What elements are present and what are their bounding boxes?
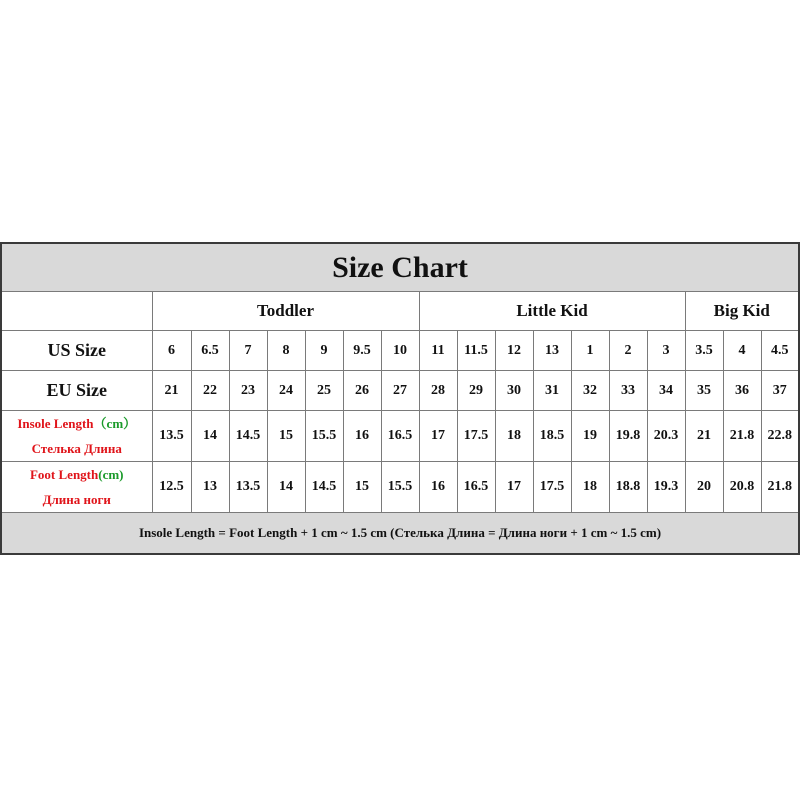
us-size-label: US Size (1, 331, 152, 371)
us-size-cell: 8 (267, 331, 305, 371)
insole-length-cell: 14.5 (229, 411, 267, 462)
eu-size-cell: 31 (533, 371, 571, 411)
us-size-cell: 4.5 (761, 331, 799, 371)
eu-size-label: EU Size (1, 371, 152, 411)
us-size-cell: 9.5 (343, 331, 381, 371)
us-size-cell: 4 (723, 331, 761, 371)
foot-label-en: Foot Length (29, 467, 99, 482)
foot-length-cell: 19.3 (647, 462, 685, 513)
size-formula-note: Insole Length = Foot Length + 1 cm ~ 1.5 cm (Стелька Длина = Длина ноги + 1 cm ~ 1.5 cm) (1, 513, 799, 555)
foot-length-cell: 15.5 (381, 462, 419, 513)
insole-length-cell: 18 (495, 411, 533, 462)
eu-size-cell: 21 (152, 371, 191, 411)
us-size-cell: 3 (647, 331, 685, 371)
insole-length-row (1, 411, 799, 462)
insole-length-cell: 21 (685, 411, 723, 462)
eu-size-cell: 25 (305, 371, 343, 411)
foot-length-cell: 21.8 (761, 462, 799, 513)
insole-length-cell: 20.3 (647, 411, 685, 462)
insole-length-cell: 21.8 (723, 411, 761, 462)
insole-length-cell: 19 (571, 411, 609, 462)
eu-size-cell: 35 (685, 371, 723, 411)
foot-length-cell: 13 (191, 462, 229, 513)
us-size-cell: 1 (571, 331, 609, 371)
foot-label-ru: Длина ноги (42, 492, 111, 507)
eu-size-cell: 28 (419, 371, 457, 411)
group-header-little-kid: Little Kid (419, 292, 685, 331)
insole-length-cell: 15.5 (305, 411, 343, 462)
insole-length-cell: 16.5 (381, 411, 419, 462)
size-chart-table (0, 242, 800, 555)
group-header-big-kid: Big Kid (685, 292, 799, 331)
us-size-cell: 7 (229, 331, 267, 371)
us-size-cell: 2 (609, 331, 647, 371)
insole-length-cell: 14 (191, 411, 229, 462)
foot-length-cell: 15 (343, 462, 381, 513)
eu-size-cell: 27 (381, 371, 419, 411)
group-corner-cell (1, 292, 152, 331)
insole-length-cell: 16 (343, 411, 381, 462)
eu-size-cell: 32 (571, 371, 609, 411)
eu-size-cell: 36 (723, 371, 761, 411)
foot-length-cell: 12.5 (152, 462, 191, 513)
us-size-cell: 10 (381, 331, 419, 371)
foot-length-label (1, 462, 152, 513)
insole-length-cell: 19.8 (609, 411, 647, 462)
foot-length-cell: 20.8 (723, 462, 761, 513)
eu-size-cell: 37 (761, 371, 799, 411)
insole-label-unit: （cm） (93, 416, 137, 431)
insole-label-en: Insole Length (17, 416, 94, 431)
us-size-cell: 12 (495, 331, 533, 371)
foot-length-cell: 14.5 (305, 462, 343, 513)
eu-size-cell: 23 (229, 371, 267, 411)
insole-length-cell: 18.5 (533, 411, 571, 462)
us-size-cell: 3.5 (685, 331, 723, 371)
us-size-cell: 11 (419, 331, 457, 371)
size-chart-container (0, 242, 800, 558)
eu-size-cell: 24 (267, 371, 305, 411)
us-size-cell: 11.5 (457, 331, 495, 371)
eu-size-cell: 22 (191, 371, 229, 411)
eu-size-cell: 34 (647, 371, 685, 411)
foot-length-cell: 17 (495, 462, 533, 513)
foot-label-unit: (cm) (98, 467, 124, 482)
insole-length-cell: 13.5 (152, 411, 191, 462)
foot-length-cell: 16.5 (457, 462, 495, 513)
us-size-cell: 9 (305, 331, 343, 371)
us-size-row (1, 331, 799, 371)
foot-length-cell: 20 (685, 462, 723, 513)
insole-length-label (1, 411, 152, 462)
eu-size-row (1, 371, 799, 411)
eu-size-cell: 26 (343, 371, 381, 411)
us-size-cell: 13 (533, 331, 571, 371)
foot-length-cell: 13.5 (229, 462, 267, 513)
chart-title: Size Chart (1, 243, 799, 292)
foot-length-cell: 14 (267, 462, 305, 513)
foot-length-cell: 16 (419, 462, 457, 513)
insole-length-cell: 17 (419, 411, 457, 462)
insole-length-cell: 17.5 (457, 411, 495, 462)
group-header-toddler: Toddler (152, 292, 419, 331)
foot-length-cell: 18.8 (609, 462, 647, 513)
us-size-cell: 6 (152, 331, 191, 371)
us-size-cell: 6.5 (191, 331, 229, 371)
insole-length-cell: 22.8 (761, 411, 799, 462)
foot-length-cell: 18 (571, 462, 609, 513)
foot-length-cell: 17.5 (533, 462, 571, 513)
eu-size-cell: 29 (457, 371, 495, 411)
foot-length-row (1, 462, 799, 513)
eu-size-cell: 30 (495, 371, 533, 411)
insole-label-ru: Стелька Длина (31, 441, 122, 456)
eu-size-cell: 33 (609, 371, 647, 411)
insole-length-cell: 15 (267, 411, 305, 462)
group-header-row (1, 292, 799, 331)
